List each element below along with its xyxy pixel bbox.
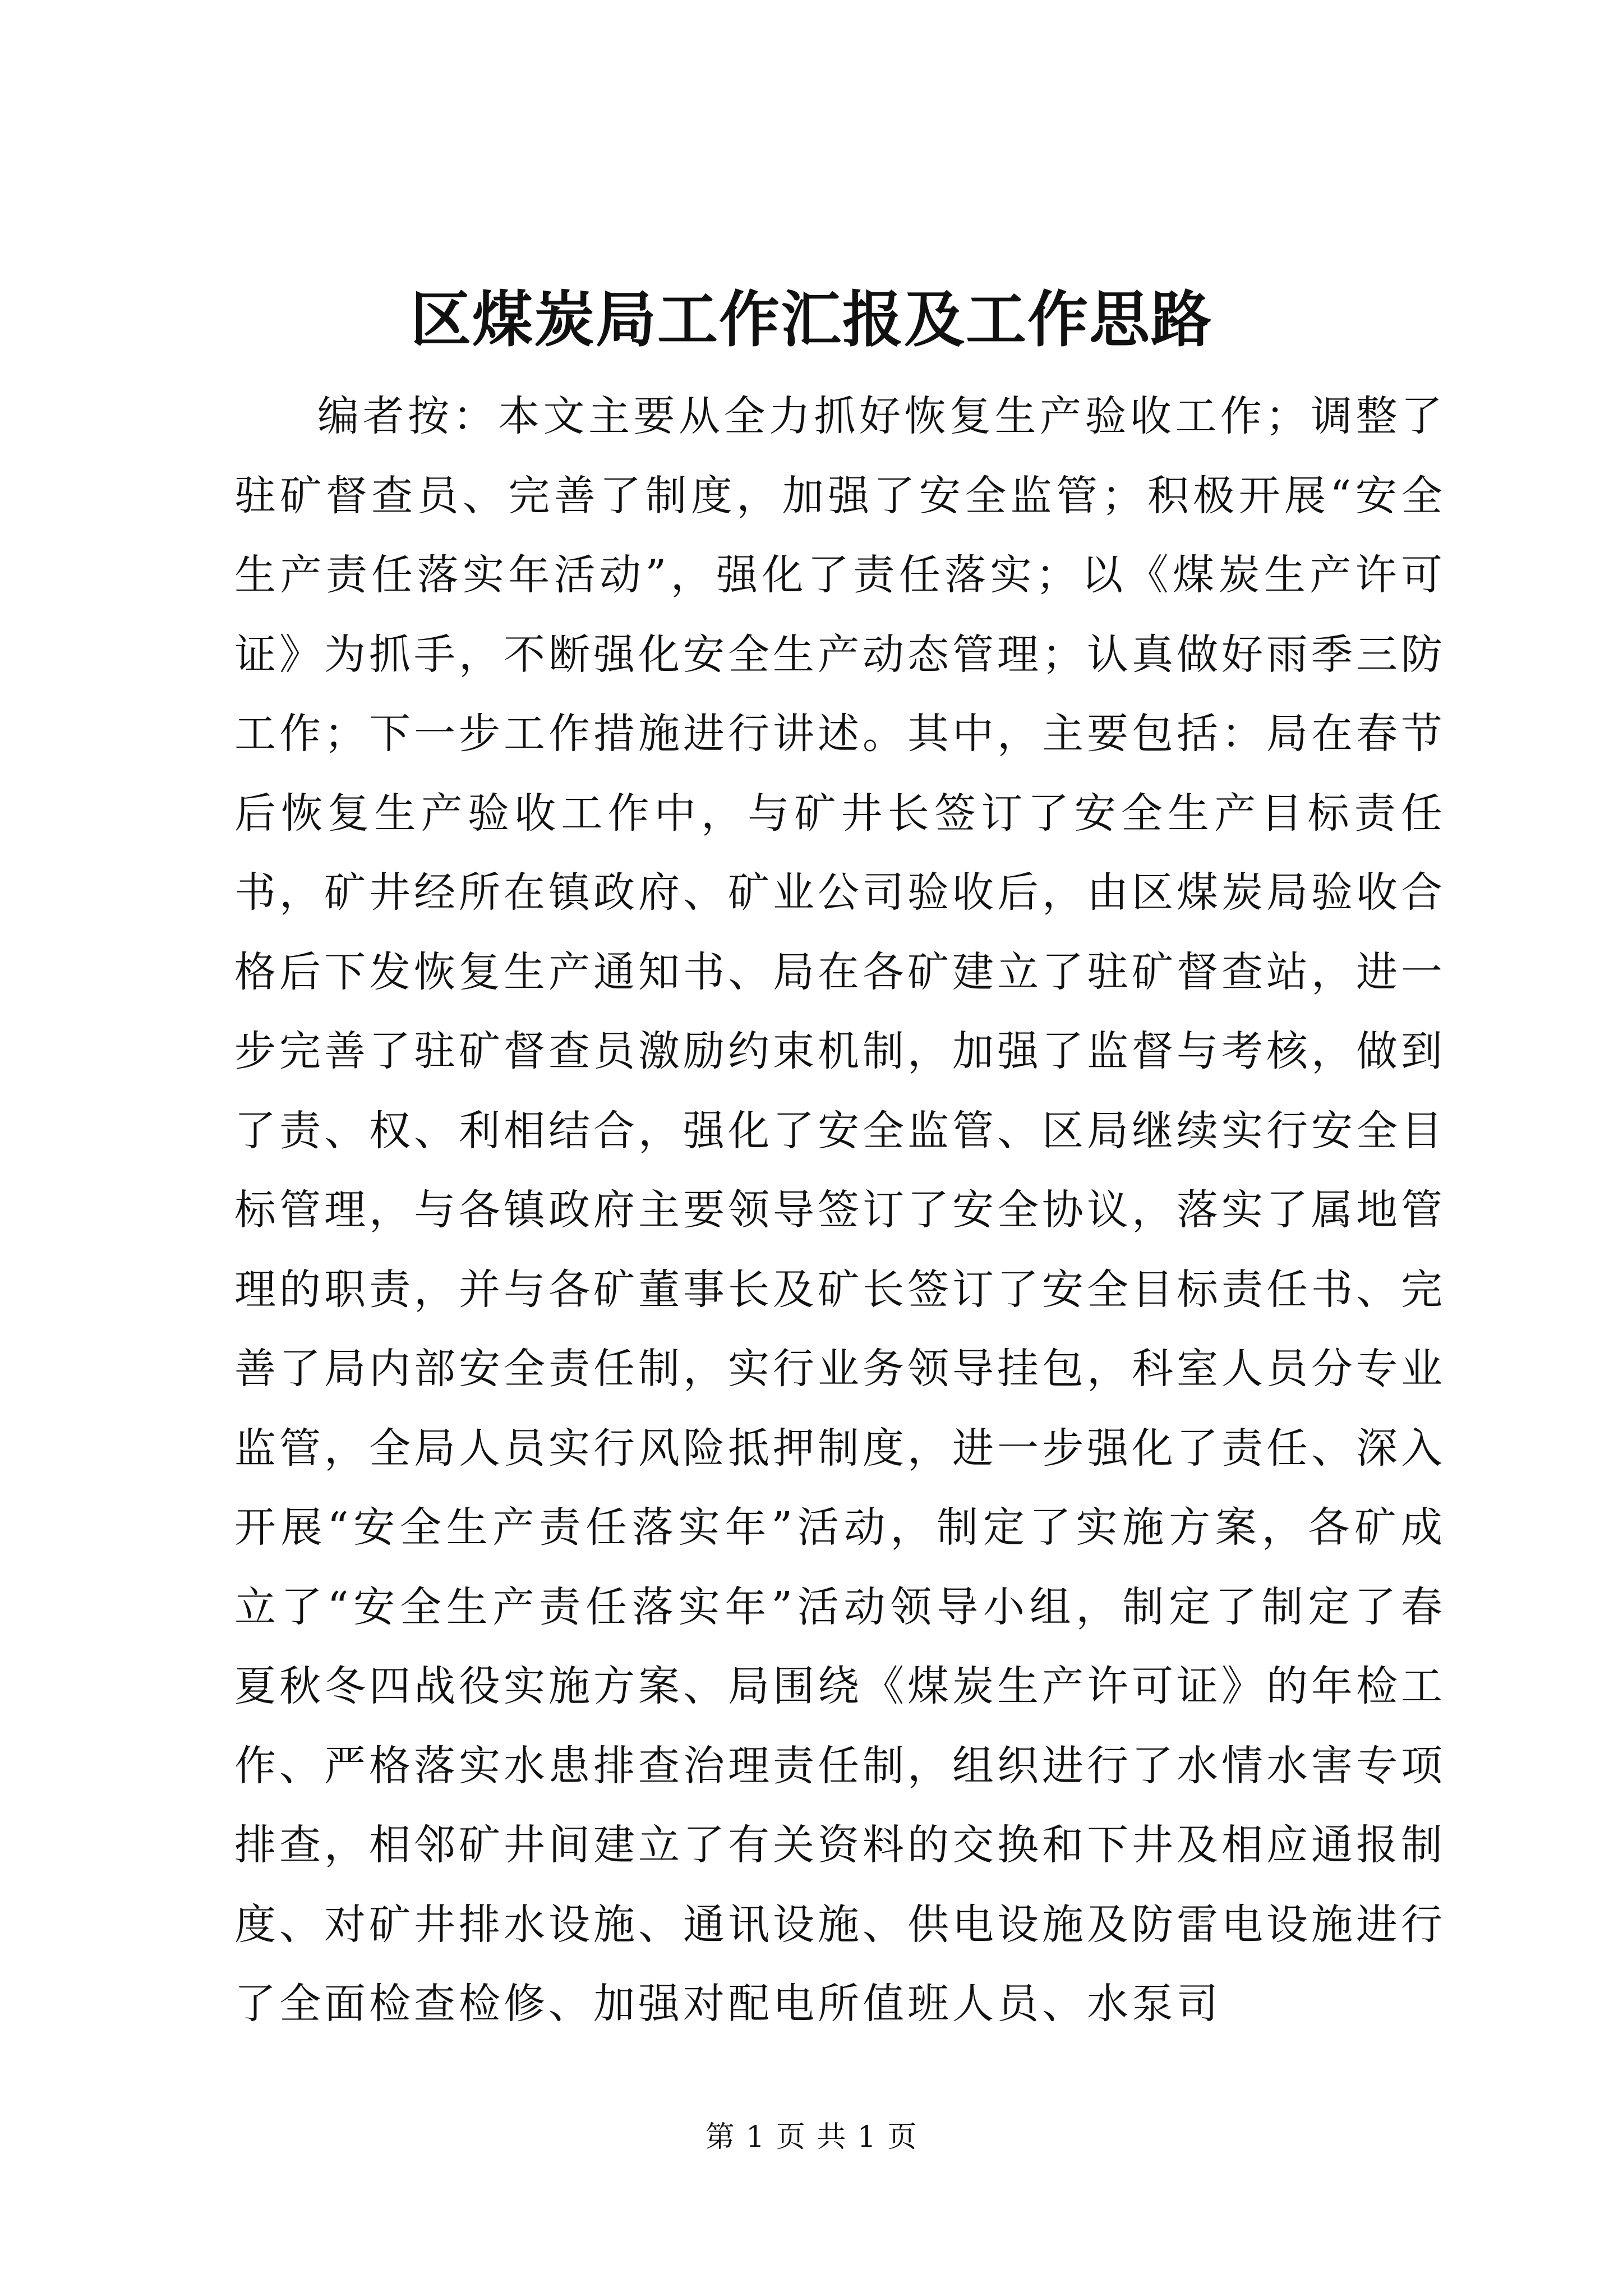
page-footer: 第 1 页 共 1 页: [705, 2120, 918, 2154]
document-title: 区煤炭局工作汇报及工作思路: [410, 284, 1212, 355]
document-body: 编者按：本文主要从全力抓好恢复生产验收工作；调整了驻矿督查员、完善了制度，加强了安全监管；积极开展“安全生产责任落实年活动”，强化了责任落实；以《煤炭生产许可证》为抓手，不断强化安全生产动态管理；认真做好雨季三防工作；下一步工作措施进行讲述。其中，主要包括：局在春节后恢复生产验收工作中，与矿井长签订了安全生产目标责任书，矿井经所在镇政府、矿业公司验收后，由区煤炭局验收合格后下发恢复生产通知书、局在各矿建立了驻矿督查站，进一步完善了驻矿督查员激励约束机制，加强了监督与考核，做到了责、权、利相结合，强化了安全监管、区局继续实行安全目标管理，与各镇政府主要领导签订了安全协议，落实了属地管理的职责，并与各矿董事长及矿长签订了安全目标责任书、完善了局内部安全责任制，实行业务领导挂包，科室人员分专业监管，全局人员实行风险抵押制度，进一步强化了责任、深入开展“安全生产责任落实年”活动，制定了实施方案，各矿成立了“安全生产责任落实年”活动领导小组，制定了制定了春夏秋冬四战役实施方案、局围绕《煤炭生产许可证》的年检工作、严格落实水患排查治理责任制，组织进行了水情水害专项排查，相邻矿井间建立了有关资料的交换和下井及相应通报制度、对矿井排水设施、通讯设施、供电设施及防雷电设施进行了全面检查检修、加强对配电所值班人员、水泵司: [234, 392, 1446, 2028]
